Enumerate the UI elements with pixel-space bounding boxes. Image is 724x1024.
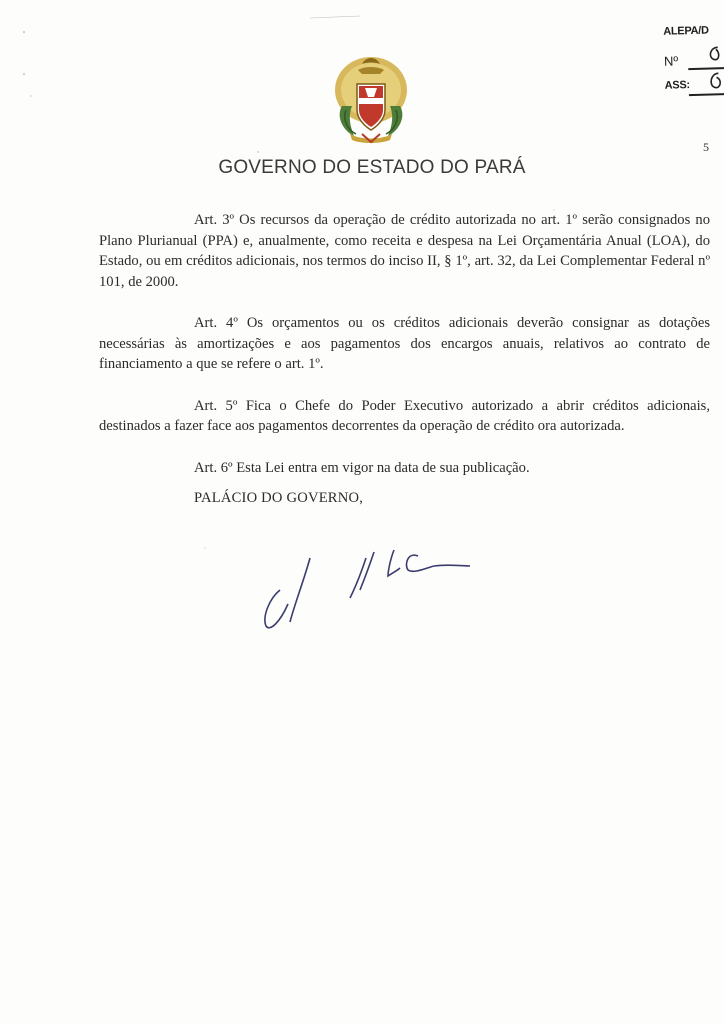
article-3: Art. 3º Os recursos da operação de crédito autorizada no art. 1º serão consignados no Plano Plurianual (PPA) e, anualmente, como receita e despesa na Lei Orçamentária Anual (LOA), do Estado, ou em créditos adicionais, nos termos do inciso II, § 1º, art. 32, da Lei Complementar Federal nº 101, de 2000.: [99, 212, 710, 290]
closing-line: PALÁCIO DO GOVERNO,: [194, 490, 364, 506]
page-number: 5: [703, 140, 709, 154]
stamp-handwriting: [704, 43, 724, 98]
article-6: Art. 6º Esta Lei entra em vigor na data de sua publicação.: [194, 459, 530, 476]
government-title: GOVERNO DO ESTADO DO PARÁ: [218, 157, 526, 178]
stamp-line-2: Nº: [663, 53, 679, 69]
article-4: Art. 4º Os orçamentos ou os créditos adicionais deverão consignar as dotações necessárias às amortizações e aos pagamentos dos encargos anuais, relativos ao contrato de financiamento a que se refere o art. 1º.: [99, 315, 710, 372]
protocol-stamp: [659, 17, 724, 101]
stamp-line-1: ALEPA/D: [663, 24, 709, 38]
para-coat-of-arms-icon: [332, 50, 410, 146]
stamp-line-3: ASS:: [664, 79, 690, 92]
law-articles: [99, 210, 710, 478]
signature: [258, 540, 478, 640]
article-5: Art. 5º Fica o Chefe do Poder Executivo autorizado a abrir créditos adicionais, destinados a fazer face aos pagamentos decorrentes da operação de crédito ora autorizada.: [99, 397, 710, 434]
